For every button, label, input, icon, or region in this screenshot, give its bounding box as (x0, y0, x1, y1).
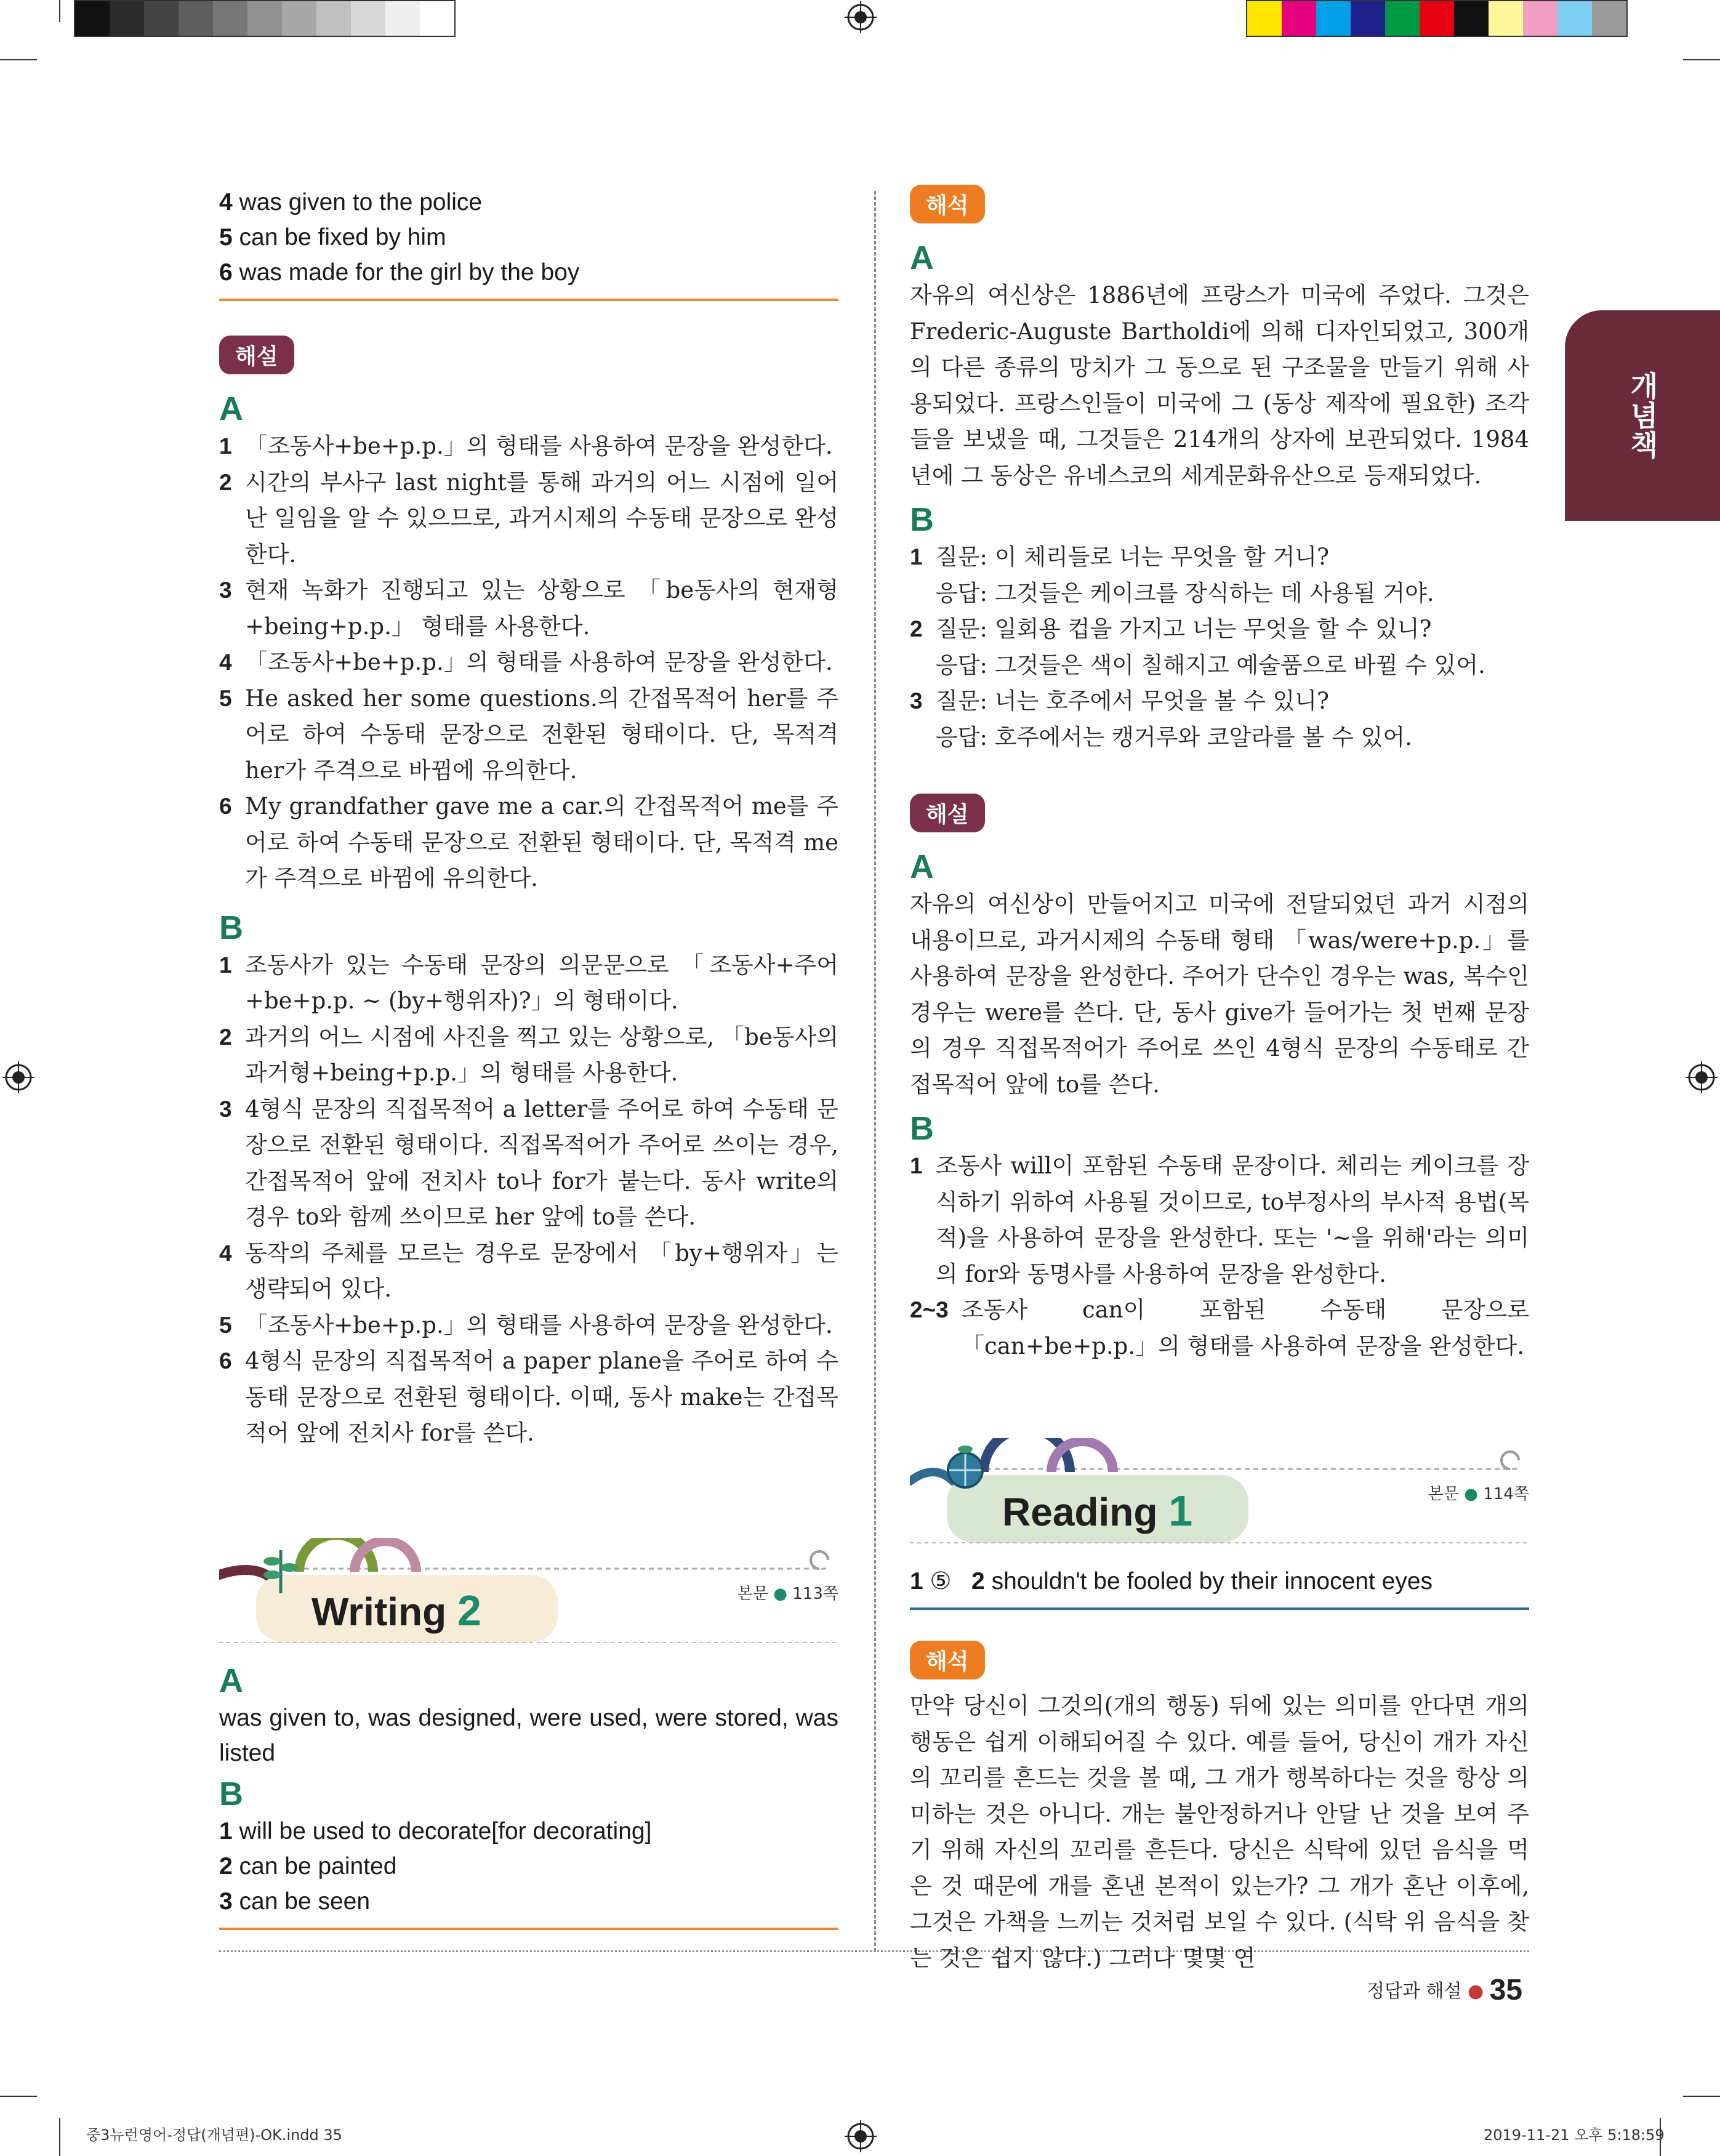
dialogue-answer: 응답: 그것들은 케이크를 장식하는 데 사용될 거야. (936, 579, 1434, 606)
section-letter: B (910, 501, 934, 538)
section-letter: A (219, 390, 243, 427)
answer-line: 4 was given to the police (219, 189, 483, 215)
list-item: 2 과거의 어느 시점에 사진을 찍고 있는 상황으로, 「be동사의 과거형+being+p.p.」의 형태를 사용한다. (219, 1023, 838, 1086)
list-item: 3 현재 녹화가 진행되고 있는 상황으로 「be동사의 현재형+being+p.p.」 형태를 사용한다. (219, 577, 838, 640)
explanation-badge: 해설 (910, 794, 985, 832)
cmyk-color-bar (1246, 0, 1628, 37)
color-swatch (110, 1, 144, 36)
color-swatch (247, 1, 282, 36)
color-swatch (420, 1, 454, 36)
color-swatch (1385, 1, 1420, 36)
color-swatch (75, 1, 110, 36)
answer-line: 3 can be seen (219, 1888, 371, 1915)
explanation-paragraph: 자유의 여신상이 만들어지고 미국에 전달되었던 과거 시점의 내용이므로, 과거시제의 수동태 형태 「was/were+p.p.」를 사용하여 문장을 완성한다. 주어가 단수인 경우는 was, 복수인 경우는 were를 쓴다. 단, 동사 give가 들어가는 첫 번째 문장의 경우 직접목적어가 주어로 쓰인 4형식 문장의 수동태로 간접목적어 앞에 to를 쓴다. (910, 891, 1529, 1098)
color-swatch (1489, 1, 1523, 36)
side-tab-concept-book[interactable] (1565, 310, 1720, 521)
crop-mark-top-left (0, 59, 37, 60)
list-item: 1 질문: 이 체리들로 너는 무엇을 할 거니? (910, 544, 1329, 570)
list-item: 1 「조동사+be+p.p.」의 형태를 사용하여 문장을 완성한다. (219, 433, 833, 459)
reading-section-banner (910, 1438, 1529, 1549)
list-item: 6 My grandfather gave me a car.의 간접목적어 me를 주어로 하여 수동태 문장으로 전환된 형태이다. 단, 목적격 me가 주격으로 바뀜에 유의한다. (219, 793, 838, 891)
color-swatch (282, 1, 316, 36)
page-number: 35 (1489, 1974, 1523, 2006)
registration-mark-bottom (845, 2120, 877, 2152)
page-reference: 본문 ● 114쪽 (1428, 1485, 1529, 1503)
color-swatch (1282, 1, 1316, 36)
list-item: 2~3 조동사 can이 포함된 수동태 문장으로 「can+be+p.p.」의 형태를 사용하여 문장을 완성한다. (910, 1297, 1529, 1359)
grayscale-color-bar (74, 0, 456, 37)
section-letter: B (910, 1110, 934, 1147)
crop-mark-bottom-v-left (59, 2118, 60, 2156)
color-swatch (1454, 1, 1489, 36)
list-item: 1 조동사 will이 포함된 수동태 문장이다. 체리는 케이크를 장식하기 위하여 사용될 것이므로, to부정사의 부사적 용법(목적)을 사용하여 문장을 완성한다. 또는 '~을 위해'라는 의미의 for와 동명사를 사용하여 문장을 완성한다. (910, 1152, 1529, 1287)
slug-timestamp: 2019-11-21 오후 5:18:59 (1484, 2126, 1665, 2144)
explanation-b-list (910, 1148, 1529, 1364)
list-item: 1 조동사가 있는 수동태 문장의 의문문으로 「조동사+주어+be+p.p. ~ (by+행위자)?」의 형태이다. (219, 951, 838, 1014)
writing-title: Writing 2 (311, 1586, 481, 1635)
dialogue-answer: 응답: 호주에서는 캥거루와 코알라를 볼 수 있어. (936, 723, 1412, 750)
list-item: 4 동작의 주체를 모르는 경우로 문장에서 「by+행위자」는 생략되어 있다. (219, 1239, 838, 1302)
reading-translation: 만약 당신이 그것의(개의 행동) 뒤에 있는 의미를 안다면 개의 행동은 쉽게 이해되어질 수 있다. 예를 들어, 당신이 개가 자신의 꼬리를 흔드는 것을 볼 때, 그 개가 행복하다는 것을 항상 의미하는 것은 아니다. 개는 불안정하거나 안달 난 것을 보여 주기 위해 자신의 꼬리를 흔든다. 당신은 식탁에 있던 음식을 먹은 것 때문에 개를 혼낸 본적이 있는가? 그 개가 혼난 이후에, 그것은 가책을 느끼는 것처럼 보일 수 있다. (식탁 위 음식을 찾는 것은 쉽지 않다.) 그러나 몇몇 연 (910, 1692, 1529, 1971)
color-swatch (1557, 1, 1592, 36)
color-swatch (144, 1, 179, 36)
writing-b-answers (219, 1814, 838, 1919)
registration-mark-left (2, 1061, 34, 1093)
section-b-list (219, 947, 838, 1452)
writing-a-answer: was given to, was designed, were used, were stored, was listed (219, 1704, 838, 1766)
color-swatch (1351, 1, 1385, 36)
translation-badge: 해석 (910, 185, 985, 223)
section-letter: B (219, 1775, 243, 1812)
color-swatch (1316, 1, 1351, 36)
page-reference: 본문 ● 113쪽 (737, 1584, 838, 1603)
registration-mark-top (845, 1, 877, 33)
orange-rule (219, 1928, 838, 1930)
color-swatch (1247, 1, 1282, 36)
translation-badge: 해석 (910, 1641, 985, 1679)
answer-line: 6 was made for the girl by the boy (219, 259, 580, 286)
writing-section-banner (219, 1538, 838, 1649)
crop-mark-top-right (1683, 59, 1720, 60)
explanation-badge: 해설 (219, 336, 294, 374)
dialogue-list (910, 539, 1529, 755)
color-swatch (213, 1, 247, 36)
answer-line: 1 will be used to decorate[for decorating] (219, 1817, 652, 1844)
color-swatch (1523, 1, 1557, 36)
color-swatch (1592, 1, 1626, 36)
crop-mark-bottom-left (0, 2096, 37, 2097)
section-letter: B (219, 909, 243, 946)
answer-line: 2 can be painted (219, 1852, 397, 1880)
crop-mark-top-left-v (59, 0, 60, 22)
section-letter: A (910, 239, 934, 276)
reading-answers: 1 ⑤ 2 shouldn't be fooled by their innocent eyes (910, 1568, 1433, 1595)
list-item: 3 4형식 문장의 직접목적어 a letter를 주어로 하여 수동태 문장으로 전환된 형태이다. 직접목적어가 주어로 쓰이는 경우, 간접목적어 앞에 전치사 to나 for가 붙는다. 동사 write의 경우 to와 함께 쓰이므로 her 앞에 to를 쓴다. (219, 1095, 838, 1230)
list-item: 2 시간의 부사구 last night를 통해 과거의 어느 시점에 일어난 일임을 알 수 있으므로, 과거시제의 수동태 문장으로 완성한다. (219, 469, 838, 568)
color-swatch (351, 1, 385, 36)
registration-mark-right (1686, 1061, 1718, 1093)
list-item: 2 질문: 일회용 컵을 가지고 너는 무엇을 할 수 있니? (910, 616, 1432, 642)
list-item: 4 「조동사+be+p.p.」의 형태를 사용하여 문장을 완성한다. (219, 649, 833, 675)
list-item: 3 질문: 너는 호주에서 무엇을 볼 수 있니? (910, 688, 1329, 714)
list-item: 5 He asked her some questions.의 간접목적어 her를 주어로 하여 수동태 문장으로 전환된 형태이다. 단, 목적격 her가 주격으로 바뀜에 유의한다. (219, 685, 838, 784)
translation-paragraph: 자유의 여신상은 1886년에 프랑스가 미국에 주었다. 그것은 Frederic-Auguste Bartholdi에 의해 디자인되었고, 300개의 다른 종류의 망치가 그 동으로 된 구조물을 만들기 위해 사용되었다. 프랑스인들이 미국에 그 (동상 제작에 필요한) 조각들을 보냈을 때, 그것들은 214개의 상자에 보관되었다. 1984년에 그 동상은 유네스코의 세계문화유산으로 등재되었다. (910, 282, 1529, 489)
answers-top (219, 185, 838, 290)
blue-rule (910, 1607, 1529, 1610)
crop-mark-bottom-right (1683, 2096, 1720, 2097)
list-item: 5 「조동사+be+p.p.」의 형태를 사용하여 문장을 완성한다. (219, 1311, 833, 1338)
side-tab-label: 개념책 (1626, 371, 1659, 460)
section-a-list (219, 428, 838, 897)
footer-label: 정답과 해설 (1367, 1981, 1462, 2002)
list-item: 6 4형식 문장의 직접목적어 a paper plane을 주어로 하여 수동태 문장으로 전환된 형태이다. 이때, 동사 make는 간접목적어 앞에 전치사 for를 쓴다. (219, 1348, 838, 1446)
right-column (910, 185, 1529, 1976)
section-letter: A (910, 848, 934, 885)
color-swatch (1420, 1, 1454, 36)
reading-title: Reading 1 (1002, 1487, 1193, 1535)
column-divider (874, 191, 876, 1952)
left-column (219, 185, 838, 1930)
answer-line: 5 can be fixed by him (219, 224, 446, 251)
orange-rule (219, 299, 838, 301)
color-swatch (179, 1, 213, 36)
section-letter: A (219, 1662, 243, 1699)
dialogue-answer: 응답: 그것들은 색이 칠해지고 예술품으로 바뀔 수 있어. (936, 651, 1485, 678)
slug-filename: 중3뉴런영어-정답(개념편)-OK.indd 35 (86, 2126, 342, 2144)
color-swatch (385, 1, 420, 36)
page-footer: 정답과 해설 ● 35 (1367, 1974, 1523, 2006)
color-swatch (316, 1, 351, 36)
